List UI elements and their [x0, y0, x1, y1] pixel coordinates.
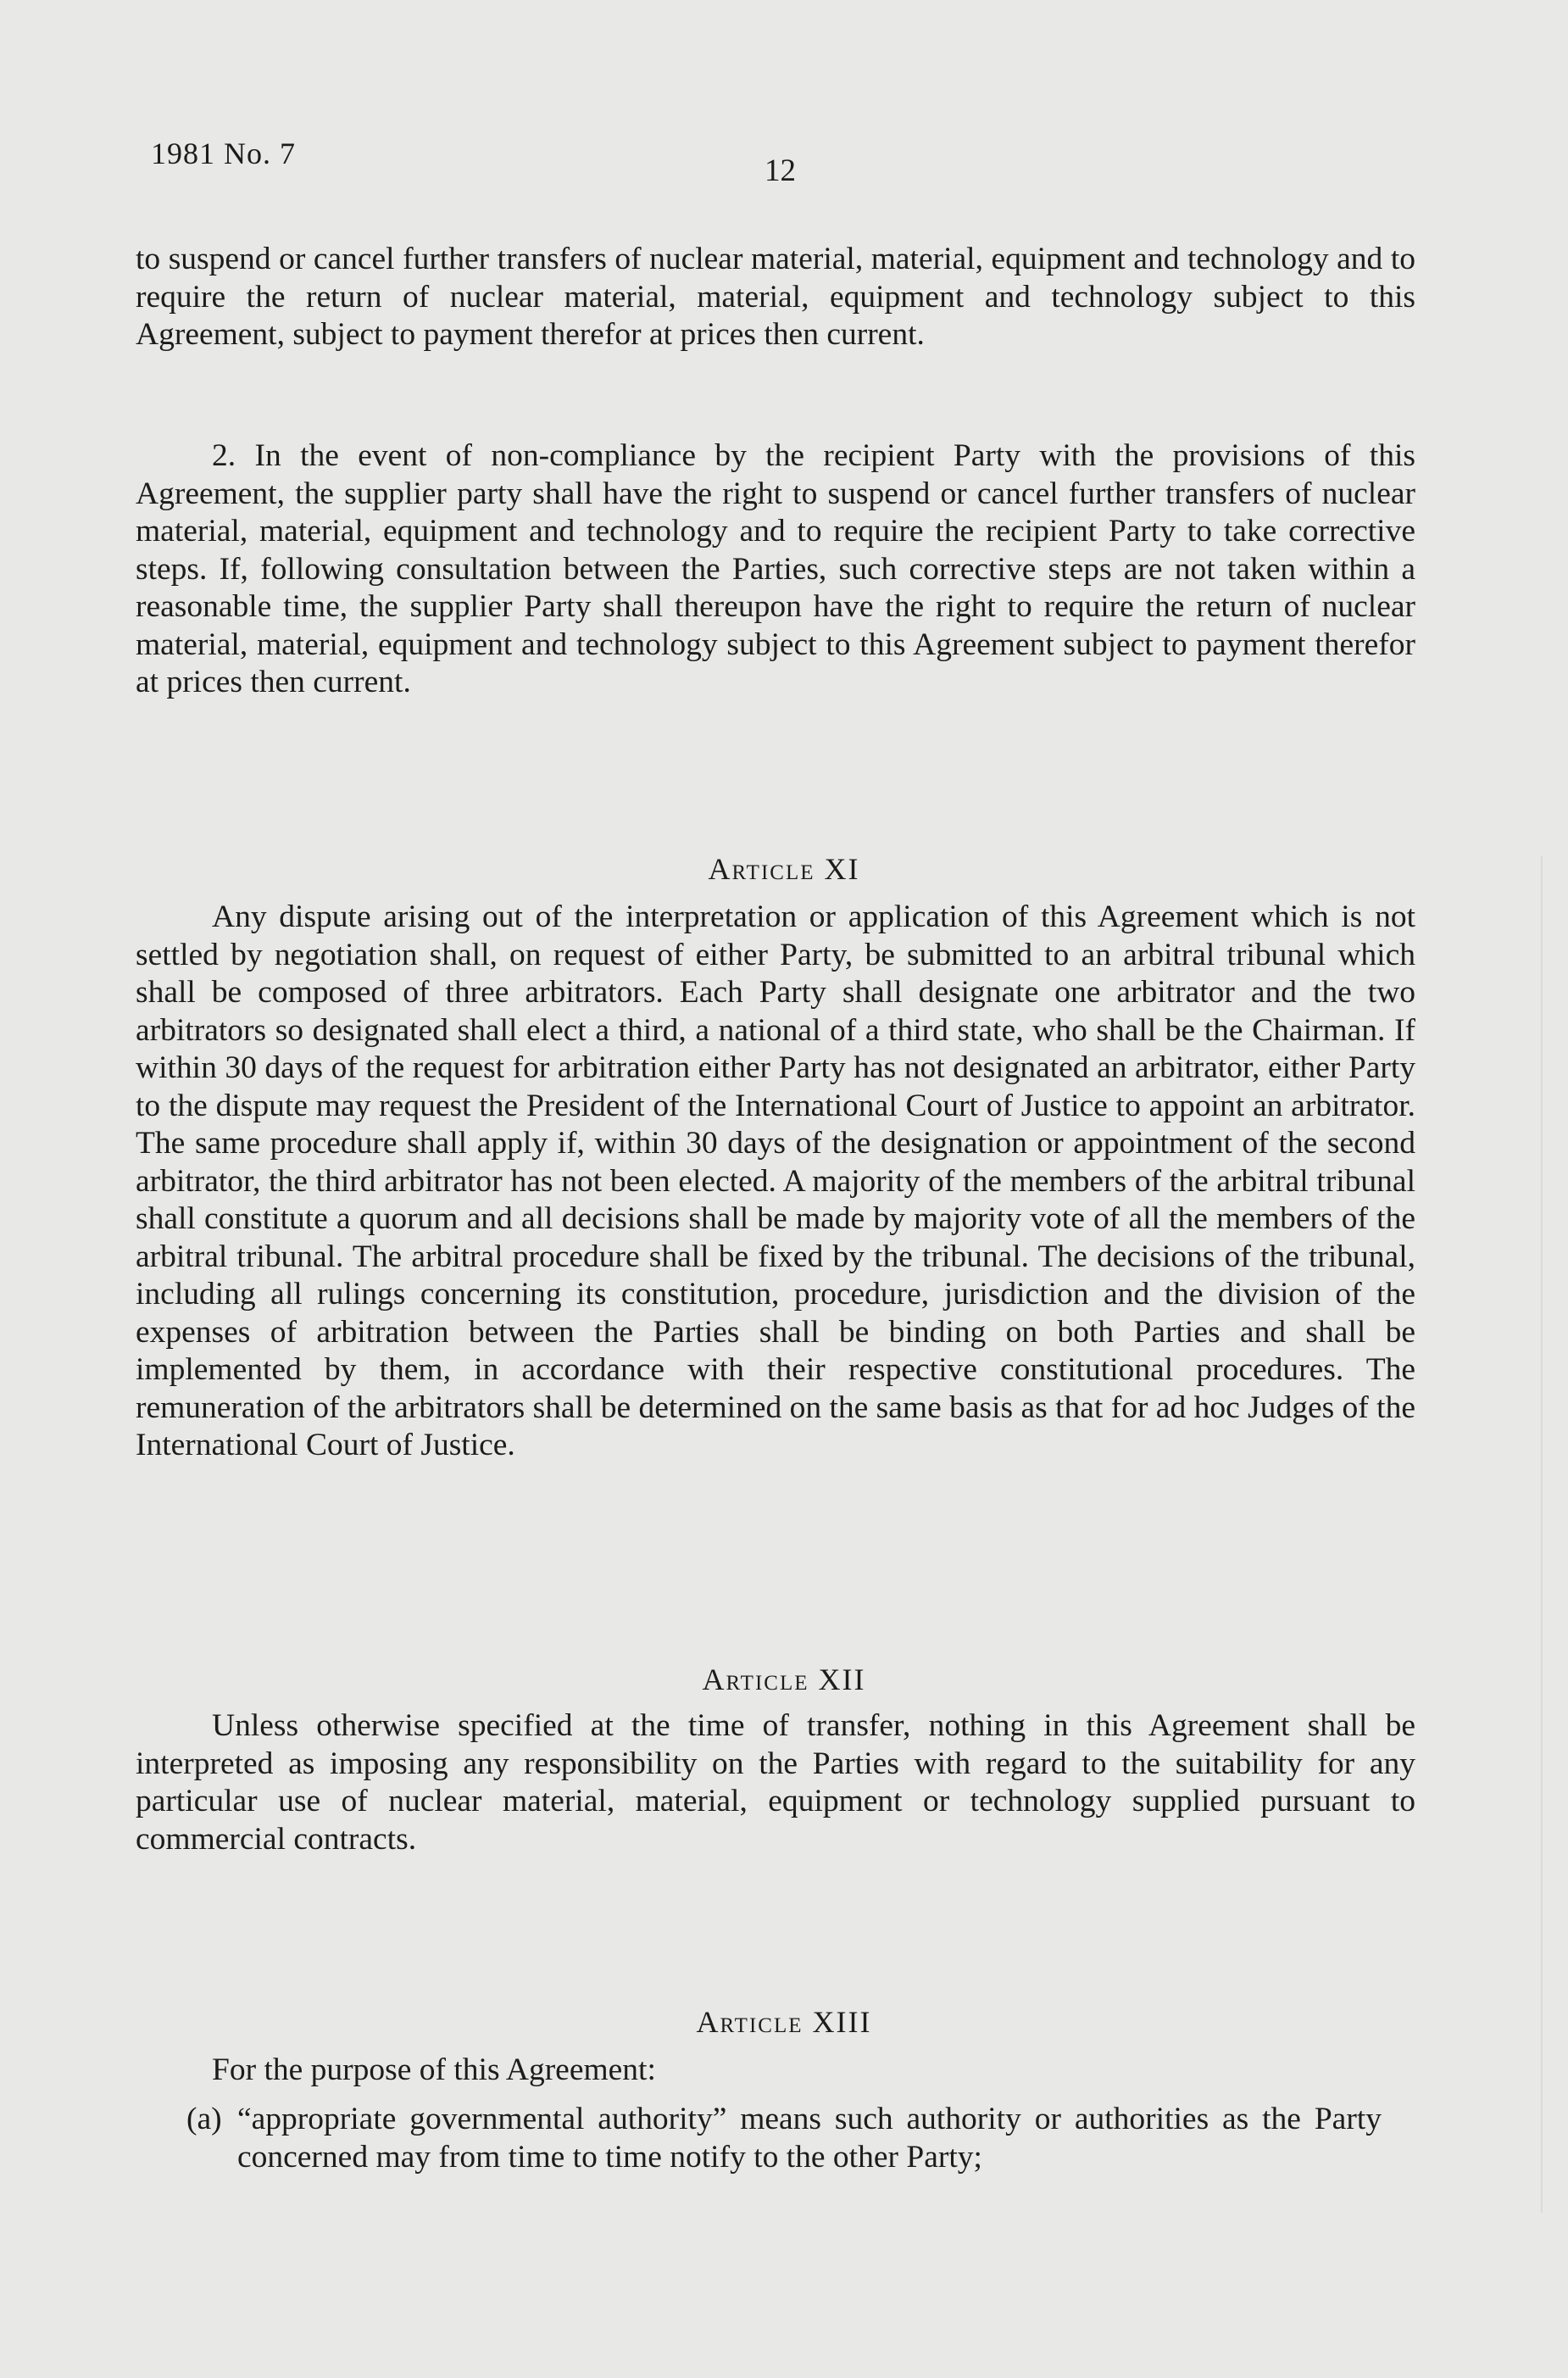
paragraph-text: to suspend or cancel further transfers of nuclear material, material, equipment and technology and to require the return of nuclear material, material, equipment and technology subject to this Agreement, subject to payment therefor at prices then current.: [136, 242, 1415, 352]
paragraph-text: For the purpose of this Agreement:: [212, 2052, 656, 2087]
article-xii-body: [136, 1707, 1415, 1858]
running-head: 1981 No. 7: [151, 136, 296, 170]
paragraph-2: [136, 437, 1415, 702]
continuation-paragraph: [136, 241, 1415, 354]
list-item-label: (a): [186, 2102, 222, 2136]
article-xii-heading: Article XII: [702, 1662, 866, 1696]
article-xi-body: [136, 899, 1415, 1465]
paragraph-text: Any dispute arising out of the interpretation or application of this Agreement which is not settled by negotiation shall, on request of either Party, be submitted to an arbitral tribunal which shall be composed of three arbitrators. Each Party shall designate one arbitrator and the two arbitrators so designated shall elect a third, a national of a third state, who shall be the Chairman. If within 30 days of the request for arbitration either Party has not designated an arbitrator, either Party to the dispute may request the President of the International Court of Justice to appoint an arbitrator. The same procedure shall apply if, within 30 days of the designation or appointment of the second arbitrator, the third arbitrator has not been elected. A majority of the members of the arbitral tribunal shall constitute a quorum and all decisions shall be made by majority vote of all the members of the arbitral tribunal. The arbitral procedure shall be fixed by the tribunal. The decisions of the tribunal, including all rulings concerning its constitution, procedure, jurisdiction and the division of the expenses of arbitration between the Parties shall be binding on both Parties and shall be implemented by them, in accordance with their respective constitutional procedures. The remuneration of the arbitrators shall be determined on the same basis as that for ad hoc Judges of the International Court of Justice.: [136, 899, 1415, 1462]
article-xiii-intro: [136, 2052, 1415, 2090]
paragraph-text: 2. In the event of non-compliance by the recipient Party with the provisions of this Agreement, the supplier party shall have the right to suspend or cancel further transfers of nuclear material, material, equipment and technology and to require the recipient Party to take corrective steps. If, following consultation between the Parties, such corrective steps are not taken within a reasonable time, the supplier Party shall thereupon have the right to require the return of nuclear material, material, equipment and technology subject to this Agreement subject to payment therefor at prices then current.: [136, 438, 1415, 699]
list-item-text: “appropriate governmental authority” means such authority or authorities as the Party concerned may from time to time notify to the other Party;: [237, 2102, 1382, 2175]
definition-list-item: [186, 2101, 1382, 2176]
page-number: 12: [765, 153, 796, 188]
article-xiii-heading: Article XIII: [696, 2005, 872, 2039]
paragraph-text: Unless otherwise specified at the time of transfer, nothing in this Agreement shall be interpreted as imposing any responsibility on the Parties with regard to the suitability for any particular use of nuclear material, material, equipment or technology supplied pursuant to commercial contracts.: [136, 1708, 1415, 1857]
article-xi-heading: Article XI: [708, 852, 860, 886]
